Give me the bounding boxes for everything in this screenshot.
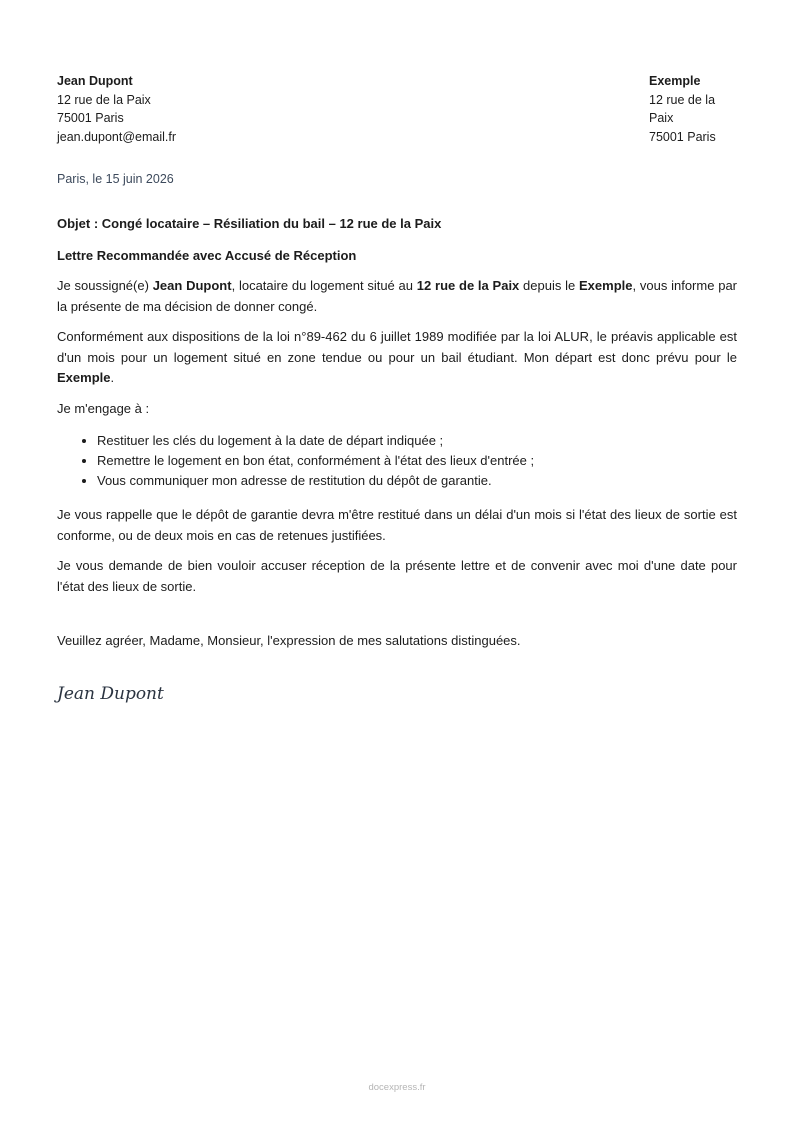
paragraph-notice xyxy=(57,327,737,389)
paragraph-request: Je vous demande de bien vouloir accuser réception de la présente lettre et de convenir avec moi d'une date pour l'état des lieux de sortie. xyxy=(57,558,737,594)
recipient-block xyxy=(649,72,737,146)
date-line: Paris, le 15 juin 2026 xyxy=(57,172,174,186)
sender-address-line2: 75001 Paris xyxy=(57,111,124,125)
subject-line: Objet : Congé locataire – Résiliation du bail – 12 rue de la Paix xyxy=(57,216,442,231)
signature: Jean Dupont xyxy=(57,683,164,704)
text: Je soussigné(e) xyxy=(57,278,153,293)
list-item: • Vous communiquer mon adresse de restitution du dépôt de garantie. xyxy=(97,471,737,491)
property-address: 12 rue de la Paix xyxy=(416,278,520,293)
list-item: • Restituer les clés du logement à la date de départ indiquée ; xyxy=(97,431,737,451)
paragraph-deposit: Je vous rappelle que le dépôt de garantie devra m'être restitué dans un délai d'un mois si l'état des lieux de sortie est conforme, ou de deux mois en cas de retenues justifiées. xyxy=(57,507,737,543)
tenant-name: Jean Dupont xyxy=(152,278,232,293)
lease-start-date: Exemple xyxy=(579,278,633,293)
list-item: • Remettre le logement en bon état, conformément à l'état des lieux d'entrée ; xyxy=(97,451,737,471)
engagement-list xyxy=(57,431,737,491)
engagement-intro: Je m'engage à : xyxy=(57,400,150,416)
footer-brand: docexpress.fr xyxy=(368,1082,426,1093)
recipient-name: Exemple xyxy=(649,74,701,88)
sender-name: Jean Dupont xyxy=(57,74,133,88)
sender-address-line1: 12 rue de la Paix xyxy=(57,92,151,107)
delivery-mode: Lettre Recommandée avec Accusé de Réception xyxy=(57,247,357,263)
text: . xyxy=(110,370,115,385)
recipient-address-line2: 75001 Paris xyxy=(649,129,716,144)
departure-date: Exemple xyxy=(57,370,111,385)
sender-block xyxy=(57,72,176,146)
sender-email: jean.dupont@email.fr xyxy=(57,129,177,144)
recipient-address-line1: 12 rue de la Paix xyxy=(649,92,716,125)
text: , locataire du logement situé au xyxy=(231,278,417,293)
text: Conformément aux dispositions de la loi n°89-462 du 6 juillet 1989 modifiée par la loi ALUR, le préavis applicable est d'un mois pour un logement situé en zone tendue ou pour un bail étudiant. Mon départ est donc prévu pour le xyxy=(57,329,737,365)
text: , vous informe par la présente de ma décision de donner congé. xyxy=(57,278,738,314)
paragraph-intro xyxy=(57,276,737,317)
letter-body xyxy=(57,214,737,704)
closing-formula: Veuillez agréer, Madame, Monsieur, l'expression de mes salutations distinguées. xyxy=(57,633,521,648)
text: depuis le xyxy=(519,278,580,293)
